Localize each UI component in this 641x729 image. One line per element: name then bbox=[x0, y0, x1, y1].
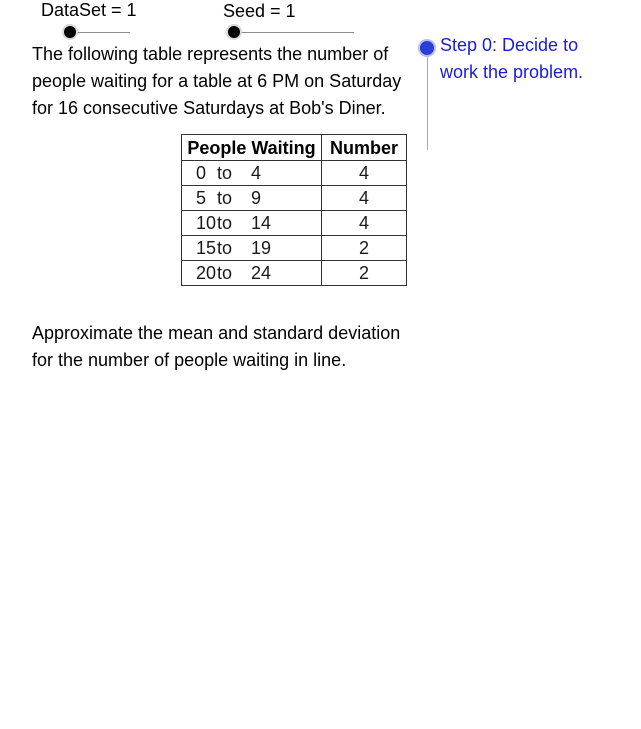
range-low: 5 bbox=[196, 188, 207, 208]
range-high: 24 bbox=[251, 263, 272, 283]
range-low: 10 bbox=[196, 213, 217, 233]
range-to: to bbox=[217, 213, 233, 233]
table-header-row bbox=[182, 135, 407, 161]
range-low: 20 bbox=[196, 263, 217, 283]
range-cell bbox=[182, 186, 322, 211]
step-point[interactable] bbox=[420, 41, 434, 55]
range-to: to bbox=[217, 188, 233, 208]
table-row bbox=[182, 236, 407, 261]
count-cell: 4 bbox=[322, 161, 407, 186]
dataset-slider-track[interactable] bbox=[70, 32, 130, 33]
range-low: 15 bbox=[196, 238, 217, 258]
step-line bbox=[427, 56, 428, 150]
table-row bbox=[182, 261, 407, 286]
range-high: 19 bbox=[251, 238, 272, 258]
question-text: Approximate the mean and standard deviation for the number of people waiting in line. bbox=[32, 323, 401, 370]
count-cell: 2 bbox=[322, 261, 407, 286]
range-high: 9 bbox=[251, 188, 262, 208]
header-people-waiting: People Waiting bbox=[182, 135, 322, 161]
seed-slider-knob[interactable] bbox=[228, 26, 240, 38]
table-row bbox=[182, 186, 407, 211]
range-low: 0 bbox=[196, 163, 207, 183]
dataset-slider-label: DataSet = 1 bbox=[41, 0, 137, 20]
header-number: Number bbox=[322, 135, 407, 161]
frequency-table bbox=[181, 134, 407, 286]
table-row bbox=[182, 211, 407, 236]
range-high: 4 bbox=[251, 163, 262, 183]
table-row bbox=[182, 161, 407, 186]
range-high: 14 bbox=[251, 213, 272, 233]
range-to: to bbox=[217, 163, 233, 183]
range-cell bbox=[182, 161, 322, 186]
count-cell: 4 bbox=[322, 211, 407, 236]
range-to: to bbox=[217, 263, 233, 283]
seed-slider-label: Seed = 1 bbox=[223, 1, 296, 21]
count-cell: 2 bbox=[322, 236, 407, 261]
range-to: to bbox=[217, 238, 233, 258]
range-cell bbox=[182, 211, 322, 236]
step-text: Step 0: Decide to work the problem. bbox=[440, 35, 584, 82]
dataset-slider-knob[interactable] bbox=[64, 26, 76, 38]
intro-text: The following table represents the number of people waiting for a table at 6 PM on Saturday for 16 consecutive Saturdays at Bob's Diner. bbox=[32, 44, 402, 118]
seed-slider-track[interactable] bbox=[234, 32, 354, 33]
range-cell bbox=[182, 261, 322, 286]
count-cell: 4 bbox=[322, 186, 407, 211]
range-cell bbox=[182, 236, 322, 261]
